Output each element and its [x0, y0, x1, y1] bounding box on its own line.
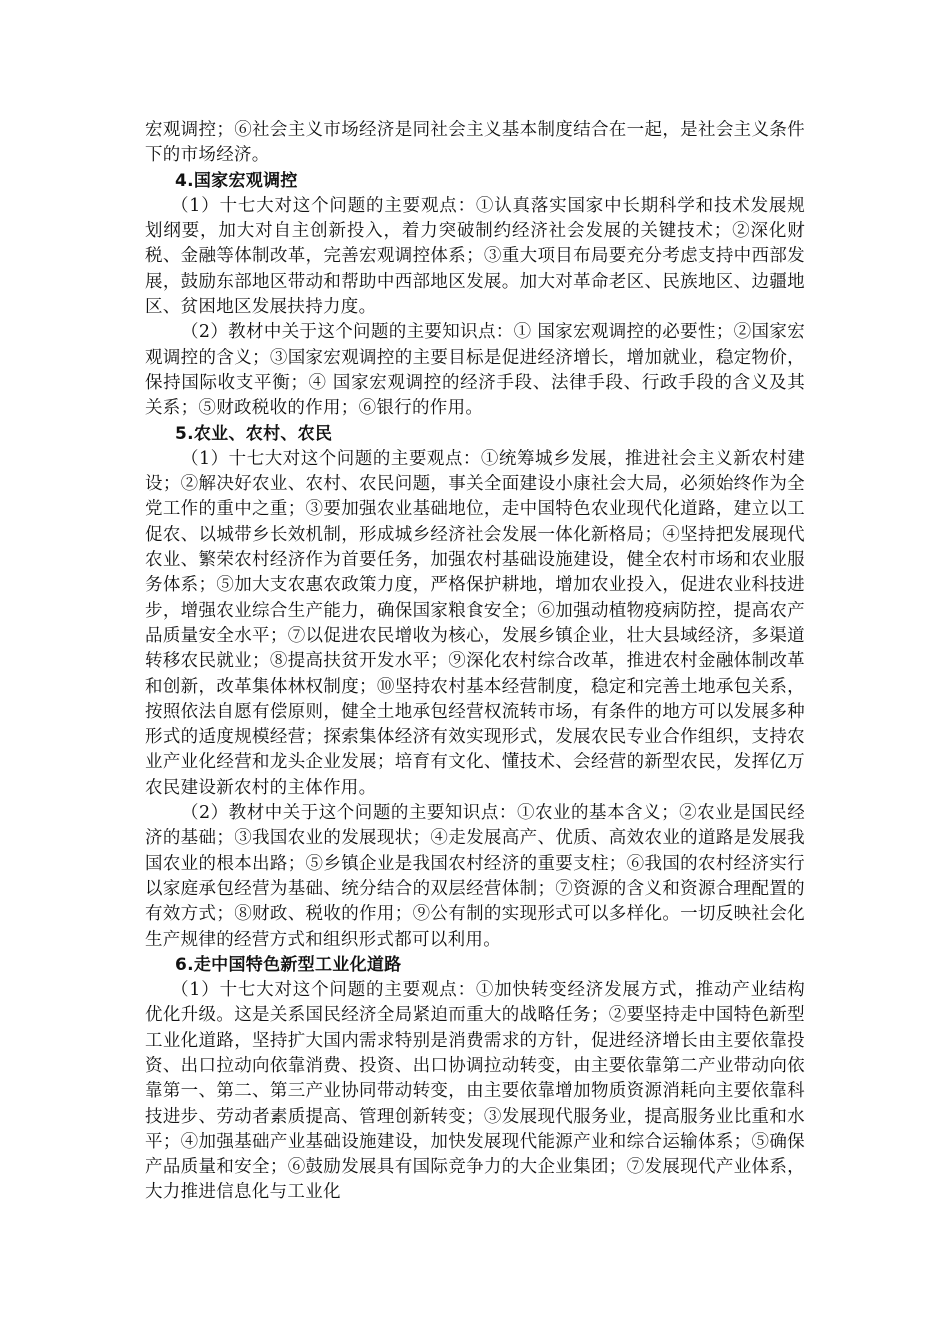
section-heading-4: 4.国家宏观调控: [175, 170, 298, 191]
document-page: [145, 118, 805, 1206]
paragraph-4-2: （2）教材中关于这个问题的主要知识点：① 国家宏观调控的必要性；②国家宏观调控的含义；③国家宏观调控的主要目标是促进经济增长，增加就业，稳定物价，保持国际收支平衡；④ 国家宏观调控的经济手段、法律手段、行政手段的含义及其关系；⑤财政税收的作用；⑥银行的作用。: [145, 322, 805, 419]
paragraph-5-1: （1）十七大对这个问题的主要观点：①统筹城乡发展，推进社会主义新农村建设；②解决好农业、农村、农民问题，事关全面建设小康社会大局，必须始终作为全党工作的重中之重；③要加强农业基础地位，走中国特色农业现代化道路，建立以工促农、以城带乡长效机制，形成城乡经济社会发展一体化新格局；④坚持把发展现代农业、繁荣农村经济作为首要任务，加强农村基础设施建设，健全农村市场和农业服务体系；⑤加大支农惠农政策力度，严格保护耕地，增加农业投入，促进农业科技进步，增强农业综合生产能力，确保国家粮食安全；⑥加强动植物疫病防控，提高农产品质量安全水平；⑦以促进农民增收为核心，发展乡镇企业，壮大县域经济，多渠道转移农民就业；⑧提高扶贫开发水平；⑨深化农村综合改革，推进农村金融体制改革和创新，改革集体林权制度；⑩坚持农村基本经营制度，稳定和完善土地承包关系，按照依法自愿有偿原则，健全土地承包经营权流转市场，有条件的地方可以发展多种形式的适度规模经营；探索集体经济有效实现形式，发展农民专业合作组织，支持农业产业化经营和龙头企业发展；培育有文化、懂技术、会经营的新型农民，发挥亿万农民建设新农村的主体作用。: [145, 448, 805, 798]
paragraph-6-1: （1）十七大对这个问题的主要观点：①加快转变经济发展方式，推动产业结构优化升级。这是关系国民经济全局紧迫而重大的战略任务；②要坚持走中国特色新型工业化道路，坚持扩大国内需求特别是消费需求的方针，促进经济增长由主要依靠投资、出口拉动向依靠消费、投资、出口协调拉动转变，由主要依靠第二产业带动向依靠第一、第二、第三产业协同带动转变，由主要依靠增加物质资源消耗向主要依靠科技进步、劳动者素质提高、管理创新转变；③发展现代服务业，提高服务业比重和水平；④加强基础产业基础设施建设，加快发展现代能源产业和综合运输体系；⑤确保产品质量和安全；⑥鼓励发展具有国际竞争力的大企业集团；⑦发展现代产业体系，大力推进信息化与工业化: [145, 980, 805, 1203]
paragraph-4-1: （1）十七大对这个问题的主要观点：①认真落实国家中长期科学和技术发展规划纲要，加大对自主创新投入，着力突破制约经济社会发展的关键技术；②深化财税、金融等体制改革，完善宏观调控体系；③重大项目布局要充分考虑支持中西部发展，鼓励东部地区带动和帮助中西部地区发展。加大对革命老区、民族地区、边疆地区、贫困地区发展扶持力度。: [145, 195, 805, 318]
section-heading-6: 6.走中国特色新型工业化道路: [175, 954, 402, 975]
paragraph-continuation: 宏观调控；⑥社会主义市场经济是同社会主义基本制度结合在一起，是社会主义条件下的市场经济。: [145, 120, 805, 166]
section-heading-5: 5.农业、农村、农民: [175, 423, 333, 444]
paragraph-5-2: （2）教材中关于这个问题的主要知识点：①农业的基本含义；②农业是国民经济的基础；③我国农业的发展现状；④走发展高产、优质、高效农业的道路是发展我国农业的根本出路；⑤乡镇企业是我国农村经济的重要支柱；⑥我国的农村经济实行以家庭承包经营为基础、统分结合的双层经营体制；⑦资源的含义和资源合理配置的有效方式；⑧财政、税收的作用；⑨公有制的实现形式可以多样化。一切反映社会化生产规律的经营方式和组织形式都可以利用。: [145, 803, 805, 950]
